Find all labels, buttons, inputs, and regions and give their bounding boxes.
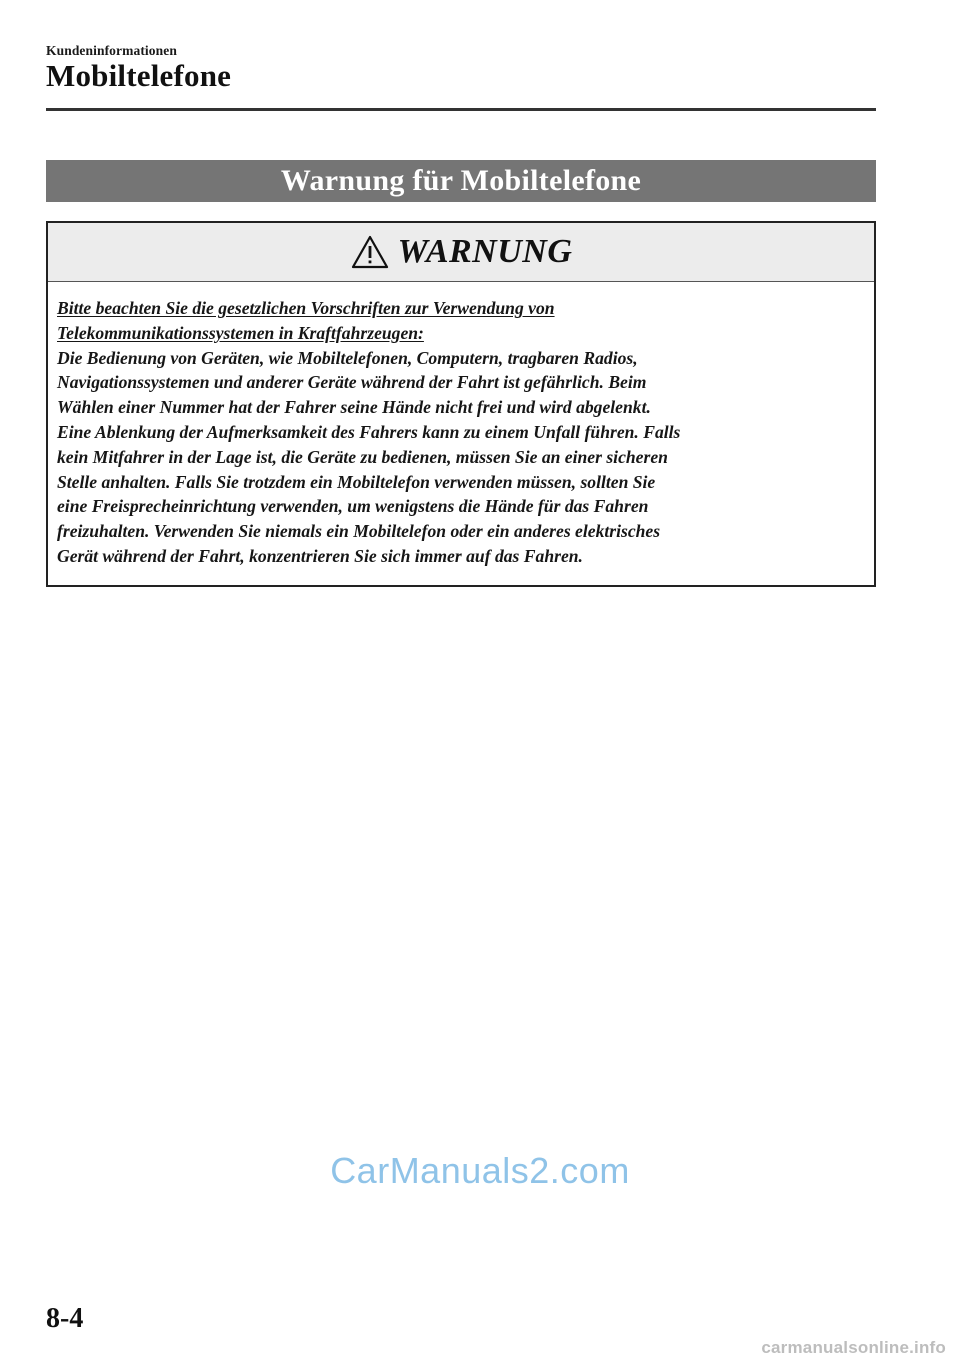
warning-title: WARNUNG (397, 233, 573, 270)
warning-underlined-line: Bitte beachten Sie die gesetzlichen Vorschriften zur Verwendung von (57, 298, 555, 318)
warning-text-line: Wählen einer Nummer hat der Fahrer seine Hände nicht frei und wird abgelenkt. (57, 397, 651, 418)
section-label: Kundeninformationen (46, 43, 177, 58)
warning-header (48, 223, 874, 282)
warning-triangle-icon (350, 234, 390, 270)
warning-text-line: freizuhalten. Verwenden Sie niemals ein Mobiltelefon oder ein anderes elektrisches (57, 521, 661, 542)
warning-text-line: Eine Ablenkung der Aufmerksamkeit des Fahrers kann zu einem Unfall führen. Falls (57, 421, 681, 442)
warning-text-line: Navigationssystemen und anderer Geräte während der Fahrt ist gefährlich. Beim (57, 372, 647, 393)
page-number: 8-4 (46, 1303, 84, 1334)
page-title: Mobiltelefone (46, 58, 232, 93)
warning-text-line: Gerät während der Fahrt, konzentrieren Sie sich immer auf das Fahren. (57, 545, 583, 566)
warning-text-line: Die Bedienung von Geräten, wie Mobiltelefonen, Computern, tragbaren Radios, (57, 347, 638, 368)
footer-site-watermark: carmanualsonline.info (761, 1338, 946, 1357)
watermark: CarManuals2.com (330, 1150, 630, 1191)
warning-text-line: eine Freisprecheinrichtung verwenden, um wenigstens die Hände für das Fahren (57, 496, 649, 517)
warning-text-line: Stelle anhalten. Falls Sie trotzdem ein Mobiltelefon verwenden müssen, sollten Sie (57, 471, 656, 492)
section-banner: Warnung für Mobiltelefone (46, 160, 876, 202)
header-divider (46, 108, 876, 111)
warning-body (48, 282, 874, 569)
warning-text-line: kein Mitfahrer in der Lage ist, die Geräte zu bedienen, müssen Sie an einer sicheren (57, 446, 668, 467)
warning-underlined-line: Telekommunikationssystemen in Kraftfahrzeugen: (57, 322, 424, 343)
warning-box (46, 221, 876, 587)
